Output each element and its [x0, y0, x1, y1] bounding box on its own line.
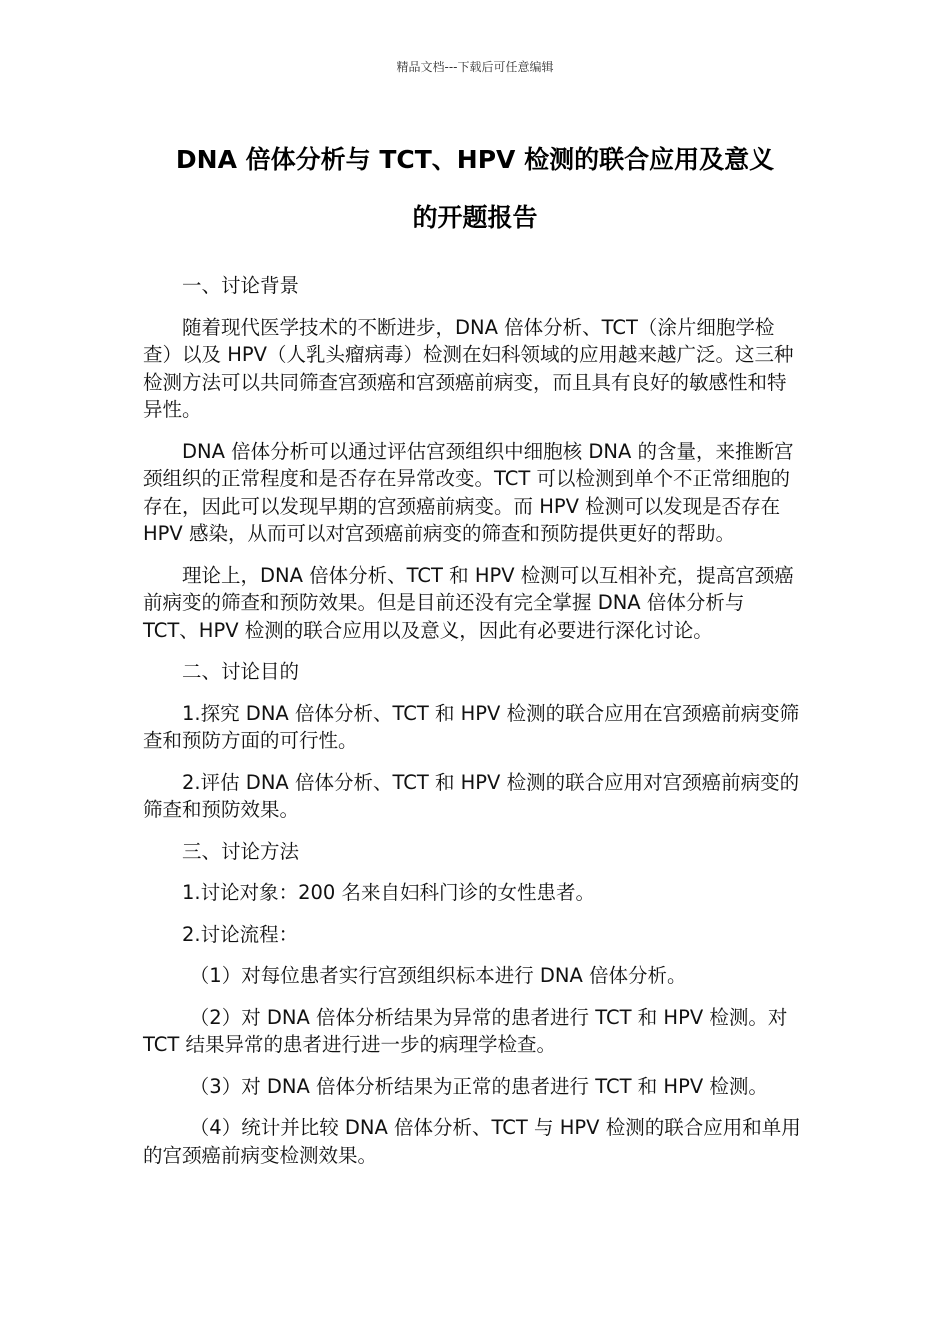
- document-title-line2: 的开题报告: [412, 203, 538, 232]
- procedure-step: （4）统计并比较 DNA 倍体分析、TCT 与 HPV 检测的联合应用和单用的宫颈癌前病变检测效果。: [143, 1116, 801, 1167]
- list-item: 1.探究 DNA 倍体分析、TCT 和 HPV 检测的联合应用在宫颈癌前病变筛查和预防方面的可行性。: [143, 701, 800, 752]
- paragraph: 理论上，DNA 倍体分析、TCT 和 HPV 检测可以互相补充，提高宫颈癌前病变的筛查和预防效果。但是目前还没有完全掌握 DNA 倍体分析与 TCT、HPV 检测的联合应用以及意义，因此有必要进行深化讨论。: [143, 563, 794, 642]
- list-item: 2.讨论流程：: [182, 922, 299, 946]
- section-heading-methods: 三、讨论方法: [182, 839, 300, 863]
- list-item: 1.讨论对象：200 名来自妇科门诊的女性患者。: [182, 881, 596, 904]
- list-item: 2.评估 DNA 倍体分析、TCT 和 HPV 检测的联合应用对宫颈癌前病变的筛查和预防效果。: [143, 770, 800, 821]
- document-body: [143, 272, 803, 1183]
- procedure-step: （1）对每位患者实行宫颈组织标本进行 DNA 倍体分析。: [189, 964, 687, 987]
- page-header-note: 精品文档---下载后可任意编辑: [396, 60, 554, 74]
- paragraph: DNA 倍体分析可以通过评估宫颈组织中细胞核 DNA 的含量，来推断宫颈组织的正常程度和是否存在异常改变。TCT 可以检测到单个不正常细胞的存在，因此可以发现早期的宫颈癌前病变。而 HPV 检测可以发现是否存在 HPV 感染，从而可以对宫颈癌前病变的筛查和预防提供更好的帮助。: [143, 439, 794, 545]
- paragraph: 随着现代医学技术的不断进步，DNA 倍体分析、TCT（涂片细胞学检查）以及 HPV（人乳头瘤病毒）检测在妇科领域的应用越来越广泛。这三种检测方法可以共同筛查宫颈癌和宫颈癌前病变，而且具有良好的敏感性和特异性。: [143, 315, 794, 421]
- procedure-step: （3）对 DNA 倍体分析结果为正常的患者进行 TCT 和 HPV 检测。: [189, 1074, 768, 1098]
- procedure-step: （2）对 DNA 倍体分析结果为异常的患者进行 TCT 和 HPV 检测。对 TCT 结果异常的患者进行进一步的病理学检查。: [143, 1005, 788, 1056]
- section-heading-purpose: 二、讨论目的: [182, 660, 300, 683]
- document-title-line1: DNA 倍体分析与 TCT、HPV 检测的联合应用及意义: [175, 145, 775, 174]
- section-heading-background: 一、讨论背景: [182, 274, 300, 297]
